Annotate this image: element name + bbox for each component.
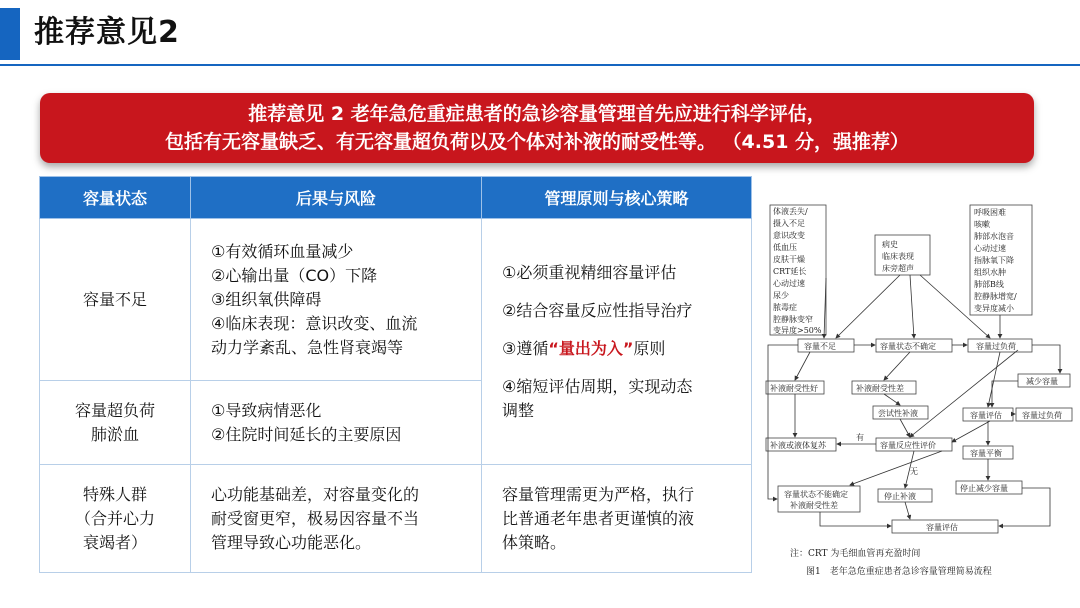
node-deficit: 容量不足: [804, 342, 836, 351]
node-supplement: 补液或液体复苏: [770, 441, 826, 450]
header-volume-state: 容量状态: [40, 177, 191, 219]
left-symptom-10: 腔静脉变窄: [773, 315, 813, 324]
state-special: [40, 465, 191, 573]
table-row-deficit: [40, 219, 752, 381]
page-title: 推荐意见2: [34, 15, 180, 50]
risks-overload: [191, 381, 482, 465]
left-symptom-11: 变异度>50%: [773, 326, 822, 335]
node-tolerance-good: 补液耐受性好: [770, 384, 818, 393]
right-symptom-1: 呼吸困难: [974, 208, 1006, 217]
node-uncertain: 容量状态不确定: [880, 342, 936, 351]
left-symptom-9: 脓毒症: [773, 303, 797, 312]
right-symptom-6: 组织水肿: [974, 268, 1006, 277]
state-overload: [40, 381, 191, 465]
node-final-assess: 容量评估: [926, 523, 958, 532]
flowchart-note: 注：CRT 为毛细血管再充盈时间: [790, 549, 921, 559]
left-symptom-7: 心动过速: [773, 279, 805, 288]
strategy-special: [482, 465, 752, 573]
strategy-special-line2: 比普通老年患者更谨慎的液: [502, 508, 695, 528]
right-symptom-7: 肺部B线: [974, 280, 1004, 289]
strategy-item-4-line1: ④缩短评估周期，实现动态: [502, 376, 693, 396]
strategy-3-suffix: 原则: [633, 338, 666, 358]
node-response: 容量反应性评价: [880, 441, 936, 450]
strategy-item-2: ②结合容量反应性指导治疗: [502, 300, 693, 320]
left-symptom-1: 体液丢失/: [773, 207, 808, 216]
left-symptom-2: 摄入不足: [773, 219, 805, 228]
volume-management-flowchart: [760, 178, 1075, 588]
strategy-item-3: [502, 337, 731, 361]
right-symptom-9: 变异度减小: [974, 304, 1014, 313]
left-symptom-5: 皮肤干燥: [773, 255, 805, 264]
strategy-item-1: ①必须重视精细容量评估: [502, 262, 677, 282]
state-special-line3: 衰竭者）: [82, 532, 147, 552]
title-accent-bar: [0, 8, 20, 60]
table-header-row: [40, 177, 752, 219]
risk-special-line3: 管理导致心功能恶化。: [211, 532, 372, 552]
state-overload-line1: 容量超负荷: [74, 400, 155, 420]
strategy-3-prefix: ③遵循: [502, 338, 549, 358]
node-trial: 尝试性补液: [878, 409, 918, 418]
risk-item: ②心输出量（CO）下降: [211, 265, 378, 285]
risk-item: ①有效循环血量减少: [211, 241, 354, 261]
node-uncertain-poor-1: 容量状态不能确定: [784, 490, 848, 499]
flowchart-caption: 图1 老年急危重症患者急诊容量管理简易流程: [806, 567, 992, 577]
risk-item: ④临床表现：意识改变、血流: [211, 313, 418, 333]
node-balance: 容量平衡: [970, 449, 1002, 458]
right-symptom-2: 咳嗽: [974, 220, 990, 229]
risk-special-line1: 心功能基础差，对容量变化的: [211, 484, 420, 504]
node-overload-2: 容量过负荷: [1022, 411, 1062, 420]
state-special-line2: （合并心力: [74, 508, 155, 528]
risks-deficit: [191, 219, 482, 381]
node-stop: 停止补液: [884, 492, 916, 501]
node-tolerance-poor: 补液耐受性差: [856, 384, 904, 393]
left-symptom-4: 低血压: [773, 243, 797, 252]
center-item-2: 临床表现: [882, 252, 914, 261]
node-stop-reduce: 停止减少容量: [960, 484, 1008, 493]
risk-item: ②住院时间延长的主要原因: [211, 424, 402, 444]
state-deficit: 容量不足: [40, 219, 191, 381]
right-symptom-4: 心动过速: [974, 244, 1006, 253]
header-strategy: 管理原则与核心策略: [482, 177, 752, 219]
left-symptom-3: 意识改变: [773, 231, 805, 240]
strategy-3-highlight: “量出为入”: [548, 338, 634, 358]
node-reduce: 减少容量: [1026, 377, 1058, 386]
header-consequences: 后果与风险: [191, 177, 482, 219]
table-row-special: [40, 465, 752, 573]
center-item-1: 病史: [882, 240, 898, 249]
volume-strategy-table: [39, 176, 752, 573]
left-symptom-6: CRT延长: [773, 267, 807, 276]
node-overload: 容量过负荷: [976, 342, 1016, 351]
right-symptom-8: 腔静脉增宽/: [974, 292, 1017, 301]
strategy-special-line3: 体策略。: [502, 532, 567, 552]
right-symptom-5: 指脉氧下降: [974, 256, 1014, 265]
node-assess: 容量评估: [970, 411, 1002, 420]
strategy-item-4-line2: 调整: [502, 400, 535, 420]
center-item-3: 床旁超声: [882, 264, 914, 273]
recommendation-banner: [40, 93, 1034, 163]
banner-line-1: 推荐意见 2 老年急危重症患者的急诊容量管理首先应进行科学评估，: [248, 103, 826, 125]
risk-item: ①导致病情恶化: [211, 400, 322, 420]
risk-item: ③组织氧供障碍: [211, 289, 322, 309]
banner-line-2: 包括有无容量缺乏、有无容量超负荷以及个体对补液的耐受性等。 （4.51 分，强推荐）: [164, 131, 910, 153]
strategy-cell: [482, 219, 752, 465]
risks-special: [191, 465, 482, 573]
label-yes: 有: [856, 433, 864, 442]
strategy-special-line1: 容量管理需更为严格，执行: [502, 484, 695, 504]
risk-item: 动力学紊乱、急性肾衰竭等: [211, 337, 404, 357]
risk-special-line2: 耐受窗更窄，极易因容量不当: [211, 508, 420, 528]
title-divider: [0, 64, 1080, 66]
state-special-line1: 特殊人群: [82, 484, 147, 504]
left-symptom-8: 尿少: [773, 291, 789, 300]
state-overload-line2: 肺淤血: [90, 424, 139, 444]
right-symptom-3: 肺部水泡音: [974, 232, 1014, 241]
node-uncertain-poor-2: 补液耐受性差: [790, 501, 838, 510]
label-no: 无: [910, 467, 918, 476]
